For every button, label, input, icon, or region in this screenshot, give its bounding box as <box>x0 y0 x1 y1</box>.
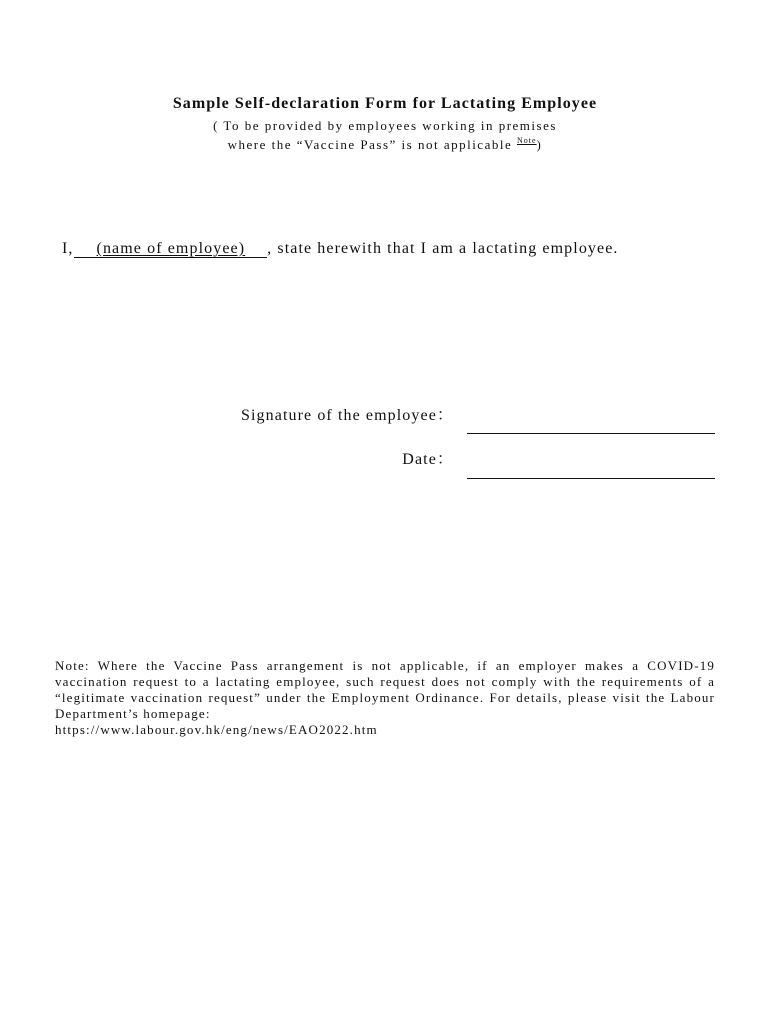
form-subtitle-text: where the “Vaccine Pass” is not applicable <box>227 137 513 152</box>
form-subtitle-line-1: ( To be provided by employees working in premises <box>213 118 557 133</box>
footnote-url: https://www.labour.gov.hk/eng/news/EAO2022.htm <box>55 722 378 737</box>
footnote <box>55 658 715 738</box>
declaration-statement <box>62 240 619 258</box>
form-subtitle-close: ) <box>536 137 543 152</box>
employee-name-blank[interactable]: (name of employee) <box>74 241 268 258</box>
note-reference: Note <box>516 136 537 145</box>
date-line[interactable] <box>467 478 715 479</box>
statement-prefix: I, <box>62 240 74 257</box>
form-title: Sample Self-declaration Form for Lactating Employee <box>172 95 598 112</box>
footnote-text: Note: Where the Vaccine Pass arrangement is not applicable, if an employer makes a COVID-19 vaccination request to a lactating employee, such request does not comply with the requirements of a “legitimate vaccination request” under the Employment Ordinance. For details, please visit the Labour Department’s homepage: <box>55 658 715 721</box>
date-label: Date： <box>402 451 454 468</box>
signature-line[interactable] <box>467 433 715 434</box>
form-subtitle-line-2 <box>0 136 770 153</box>
signature-label: Signature of the employee： <box>241 407 454 424</box>
statement-suffix: , state herewith that I am a lactating employee. <box>267 240 619 257</box>
